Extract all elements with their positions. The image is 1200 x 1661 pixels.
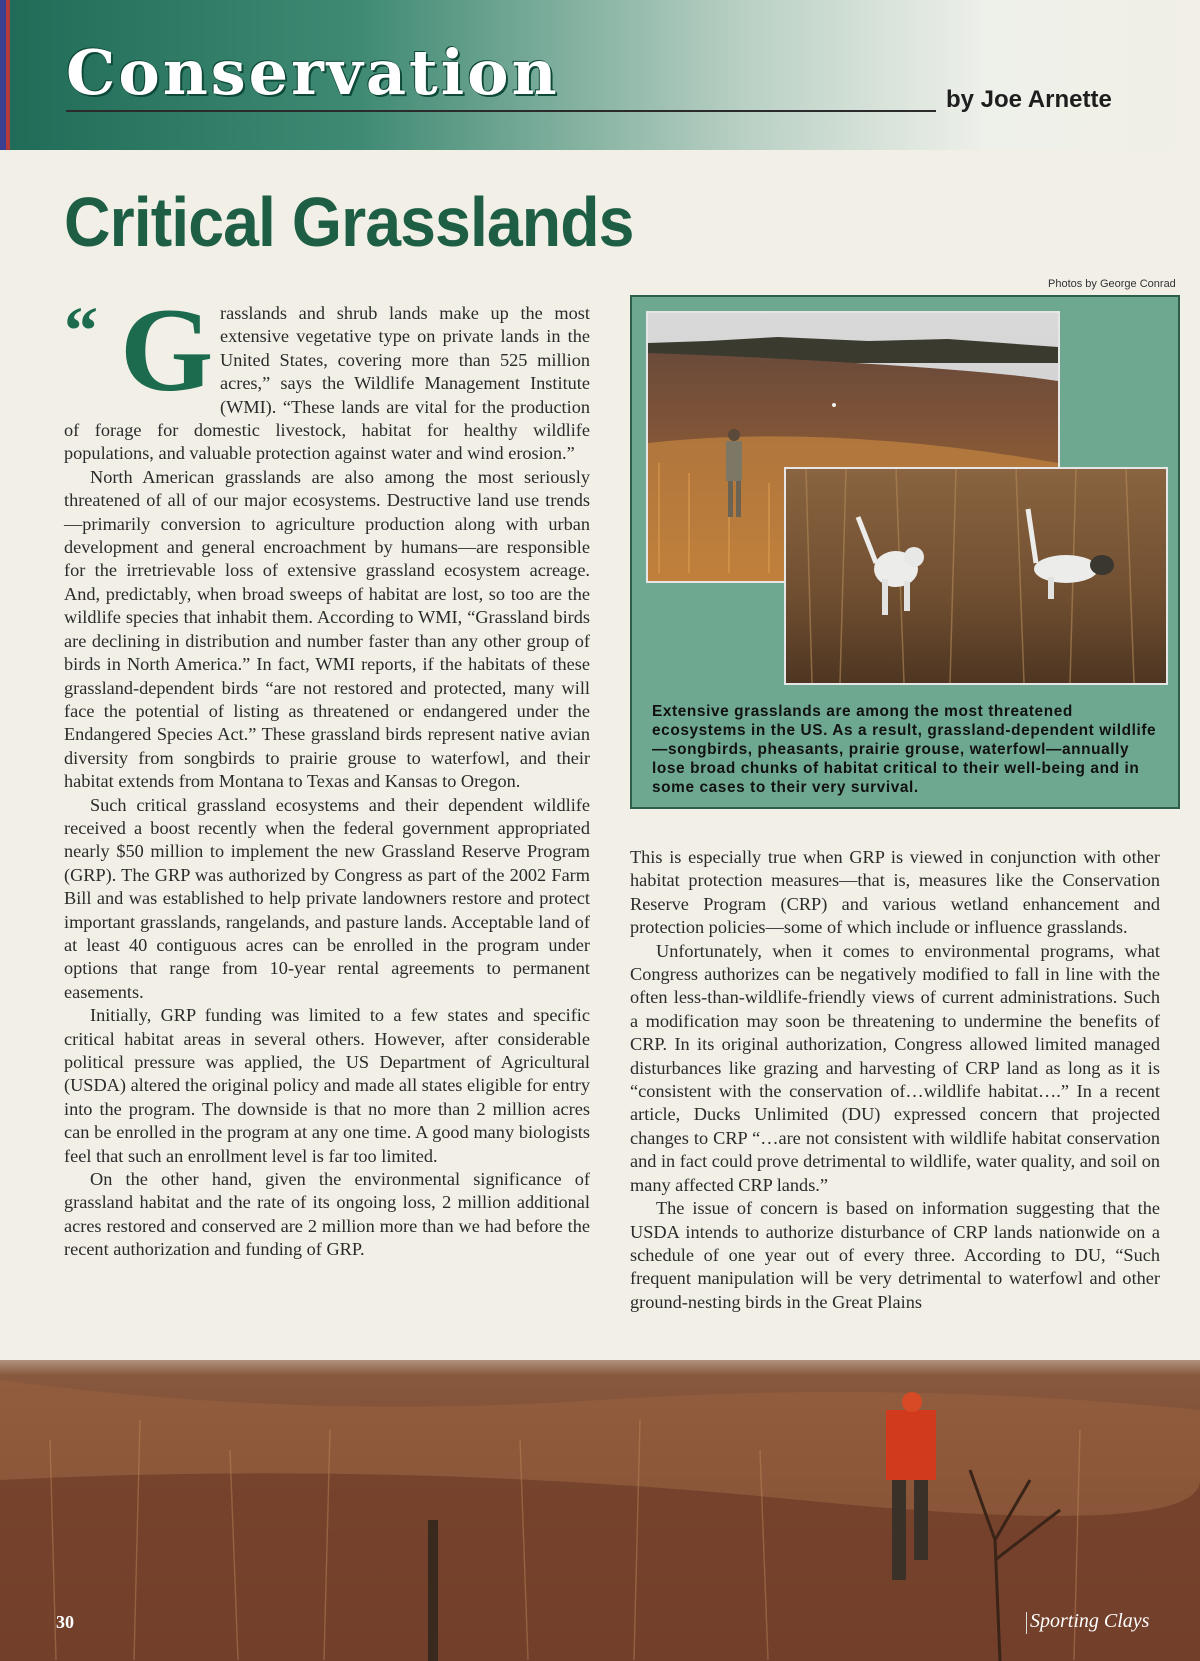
header-rule xyxy=(66,110,936,112)
photo-pointer-dogs xyxy=(784,467,1168,685)
drop-cap-quote: “ xyxy=(64,292,98,368)
paragraph: North American grasslands are also among the most seriously threatened of all of our major ecosystems. Destructive land use trends—primarily conversion to agriculture production along with urban development and general encroachment by humans—are responsible for the irretrievable loss of extensive grassland ecosystem acreage. And, predictably, when broad sweeps of habitat are lost, so too are the wildlife species that inhabit them. According to WMI, “Grassland birds are declining in distribution and number faster than any other group of birds in North America.” In fact, WMI reports, if the habitats of these grassland-dependent birds “are not restored and protected, many will face the potential of listing as threatened or endangered under the Endangered Species Act.” These grassland birds represent native avian diversity from songbirds to prairie grouse to waterfowl, and their habitat extends from Montana to Texas and Kansas to Oregon. xyxy=(64,466,590,792)
paragraph: This is especially true when GRP is viewed in conjunction with other habitat protection measures—that is, measures like the Conservation Reserve Program (CRP) and various wetland enhancement and protection policies—some of which include or influence grasslands. xyxy=(630,847,1160,938)
article-right-column xyxy=(630,846,1160,1314)
photo-credit: Photos by George Conrad xyxy=(1048,278,1176,290)
paragraph: Such critical grassland ecosystems and their dependent wildlife received a boost recently when the federal government appropriated nearly $50 million to implement the new Grassland Reserve Program (GRP). The GRP was authorized by Congress as part of the 2002 Farm Bill and was established to help private landowners restore and protect important grasslands, rangelands, and pasture lands. Acceptable land of at least 40 contiguous acres can be enrolled in the program under options that range from 10-year rental agreements to permanent easements. xyxy=(64,794,590,1002)
page-number: 30 xyxy=(56,1612,74,1632)
bottom-photo-image xyxy=(0,1360,1200,1661)
paragraph: Initially, GRP funding was limited to a few states and specific critical habitat areas in several others. However, after considerable political pressure was applied, the US Department of Agricultural (USDA) altered the original policy and made all states eligible for entry into the program. The downside is that no more than 2 million acres can be enrolled in the program at any one time. A good many biologists feel that such an enrollment level is far too limited. xyxy=(64,1005,590,1166)
header-stripe-red xyxy=(6,0,10,150)
footer-divider xyxy=(1026,1612,1027,1634)
drop-cap xyxy=(64,283,216,416)
byline: by Joe Arnette xyxy=(946,86,1112,113)
fence-post xyxy=(428,1520,438,1661)
magazine-title: Sporting Clays xyxy=(1030,1610,1150,1632)
photo-fade xyxy=(0,1335,1200,1375)
paragraph: On the other hand, given the environmental significance of grassland habitat and the rate of its ongoing loss, 2 million additional acres restored and conserved are 2 million more than we had before the recent authorization and funding of GRP. xyxy=(64,1169,590,1260)
paragraph: Unfortunately, when it comes to environmental programs, what Congress authorizes can be negatively modified to fall in line with the often less-than-wildlife-friendly views of current administrations. Such a modification may soon be threatening to undermine the benefits of CRP. In its original authorization, Congress allowed limited managed disturbances like grazing and harvesting of CRP land as long as it is “consistent with the conservation of…wildlife habitat….” In a recent article, Ducks Unlimited (DU) expressed concern that projected changes to CRP “…are not consistent with wildlife habitat conservation and in fact could prove detrimental to wildlife, water quality, and soil on many affected CRP lands.” xyxy=(630,940,1160,1195)
paragraph: The issue of concern is based on information suggesting that the USDA intends to authorize disturbance of CRP lands nationwide on a schedule of one year out of every three. According to DU, “Such frequent manipulation will be very detrimental to waterfowl and other ground-nesting birds in the Great Plains xyxy=(630,1198,1160,1312)
article-left-column xyxy=(64,283,590,1262)
photo-caption: Extensive grasslands are among the most threatened ecosystems in the US. As a result, grassland-dependent wildlife—songbirds, pheasants, prairie grouse, waterfowl—annually lose broad chunks of habitat critical to their well-being and in some cases to their very survival. xyxy=(652,703,1157,796)
photo-pointer-dogs-image xyxy=(786,469,1166,683)
headline: Critical Grasslands xyxy=(64,183,634,261)
photo-box xyxy=(630,295,1180,809)
paragraph: rasslands and shrub lands make up the most extensive vegetative type on private lands in the United States, covering more than 525 million acres,” says the Wildlife Management Institute (WMI). “These lands are vital for the production of forage for domestic livestock, habitat for healthy wildlife populations, and valuable protection against water and wind erosion.” xyxy=(64,303,590,464)
drop-cap-letter: G xyxy=(120,283,214,416)
bottom-photo-hunter xyxy=(0,1360,1200,1661)
section-title: Conservation xyxy=(66,36,560,109)
